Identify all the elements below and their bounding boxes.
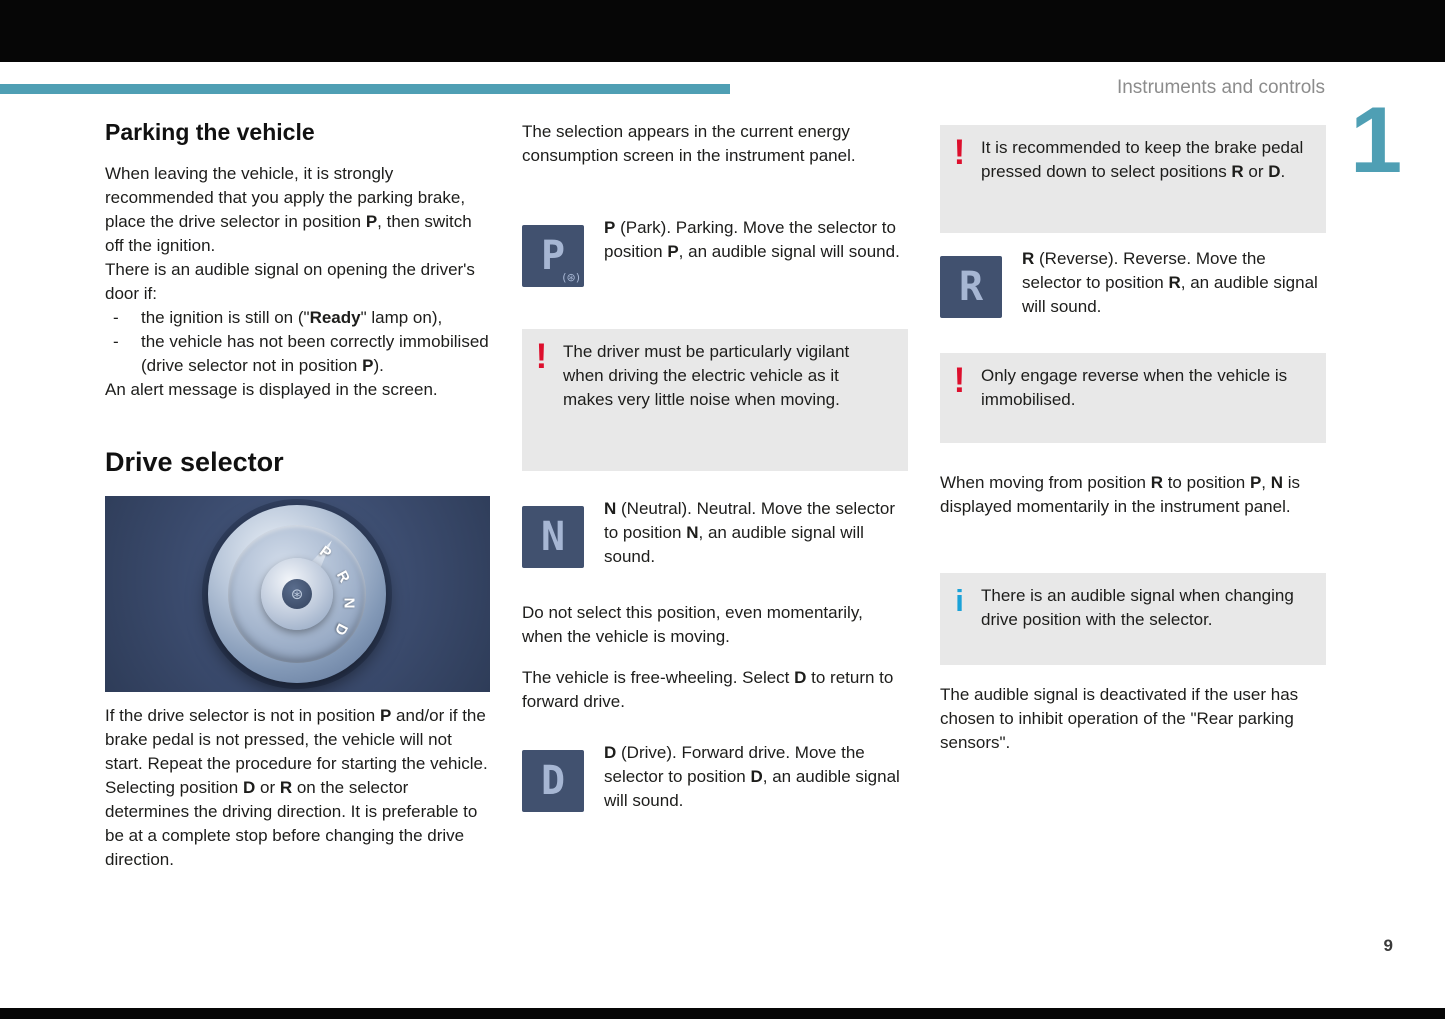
reverse-to-park-note: When moving from position R to position P, N is displayed momentarily in the instrument panel. (940, 473, 1301, 516)
list-item-text: the vehicle has not been correctly immobilised (drive selector not in position P). (141, 332, 489, 375)
warning-text-reverse: Only engage reverse when the vehicle is immobilised. (981, 366, 1288, 409)
info-box-audible-signal (940, 573, 1326, 665)
audible-signal-deactivated-note: The audible signal is deactivated if the user has chosen to inhibit operation of the "Rear parking sensors". (940, 685, 1299, 752)
header-accent-bar (0, 84, 730, 94)
column-middle (522, 120, 908, 813)
heading-drive-selector: Drive selector (105, 447, 284, 477)
steering-wheel-mini-icon: (⊛) (562, 271, 580, 284)
parking-intro-text-2: There is an audible signal on opening the driver's door if: (105, 260, 475, 303)
dial-letter-p: P (316, 542, 335, 563)
park-indicator-icon (522, 225, 584, 287)
gear-item-park (522, 216, 908, 287)
column-left (105, 118, 490, 872)
reverse-description: R (Reverse). Reverse. Move the selector to position R, an audible signal will sound. (1022, 249, 1318, 316)
drive-glyph: D (540, 758, 566, 804)
warning-box-brake-pedal (940, 125, 1326, 233)
column-right (940, 125, 1326, 755)
list-item (105, 306, 490, 330)
selector-start-note: If the drive selector is not in position P and/or if the brake pedal is not pressed, the vehicle will not start. Repeat the procedure for starting the vehicle. (105, 706, 488, 773)
neutral-description: N (Neutral). Neutral. Move the selector to position N, an audible signal will sound. (604, 499, 895, 566)
door-signal-conditions-list (105, 306, 490, 378)
neutral-note-1: Do not select this position, even momentarily, when the vehicle is moving. (522, 603, 863, 646)
chapter-number-tab: 1 (1350, 87, 1403, 192)
neutral-glyph: N (540, 514, 566, 560)
list-dash: - (113, 332, 119, 351)
dial-letter-d: D (330, 620, 351, 638)
warning-icon: ! (953, 361, 966, 400)
dial-letter-n: N (340, 597, 358, 609)
drive-indicator-icon (522, 750, 584, 812)
warning-box-reverse (940, 353, 1326, 443)
list-dash: - (113, 308, 119, 327)
heading-parking-the-vehicle: Parking the vehicle (105, 119, 315, 145)
reverse-indicator-icon (940, 256, 1002, 318)
selector-dial (208, 505, 386, 683)
park-glyph: P (540, 233, 566, 279)
reverse-glyph: R (958, 264, 984, 310)
section-header-title: Instruments and controls (1116, 77, 1325, 98)
bottom-black-bar (0, 1008, 1445, 1019)
selector-direction-note: Selecting position D or R on the selector determines the driving direction. It is preferable to be at a complete stop before changing the drive direction. (105, 778, 478, 869)
list-item-text: the ignition is still on ("Ready" lamp on), (141, 308, 443, 327)
warning-icon: ! (535, 337, 548, 376)
top-black-bar (0, 0, 1445, 62)
warning-text-vigilance: The driver must be particularly vigilant when driving the electric vehicle as it makes very little noise when moving. (563, 342, 850, 409)
selection-display-intro: The selection appears in the current energy consumption screen in the instrument panel. (522, 122, 856, 165)
neutral-indicator-icon (522, 506, 584, 568)
drive-selector-photo (105, 496, 490, 692)
page-number: 9 (1383, 936, 1393, 955)
info-icon: i (955, 583, 964, 618)
gear-item-neutral (522, 497, 908, 569)
neutral-note-2: The vehicle is free-wheeling. Select D to return to forward drive. (522, 668, 894, 711)
dial-letter-r: R (332, 567, 353, 586)
dial-center-cap-icon: ⊛ (282, 579, 312, 609)
park-description: P (Park). Parking. Move the selector to position P, an audible signal will sound. (604, 218, 900, 261)
list-item (105, 330, 490, 378)
gear-item-reverse (940, 247, 1326, 319)
alert-message-note: An alert message is displayed in the screen. (105, 380, 438, 399)
warning-box-vigilance (522, 329, 908, 471)
warning-icon: ! (953, 133, 966, 172)
warning-text-brake-pedal: It is recommended to keep the brake pedal pressed down to select positions R or D. (981, 138, 1304, 181)
parking-intro-text: When leaving the vehicle, it is strongly recommended that you apply the parking brake, place the drive selector in position P, then switch off the ignition. (105, 164, 472, 255)
info-text-audible-signal: There is an audible signal when changing drive position with the selector. (981, 586, 1294, 629)
gear-item-drive (522, 741, 908, 813)
drive-description: D (Drive). Forward drive. Move the selector to position D, an audible signal will sound. (604, 743, 900, 810)
